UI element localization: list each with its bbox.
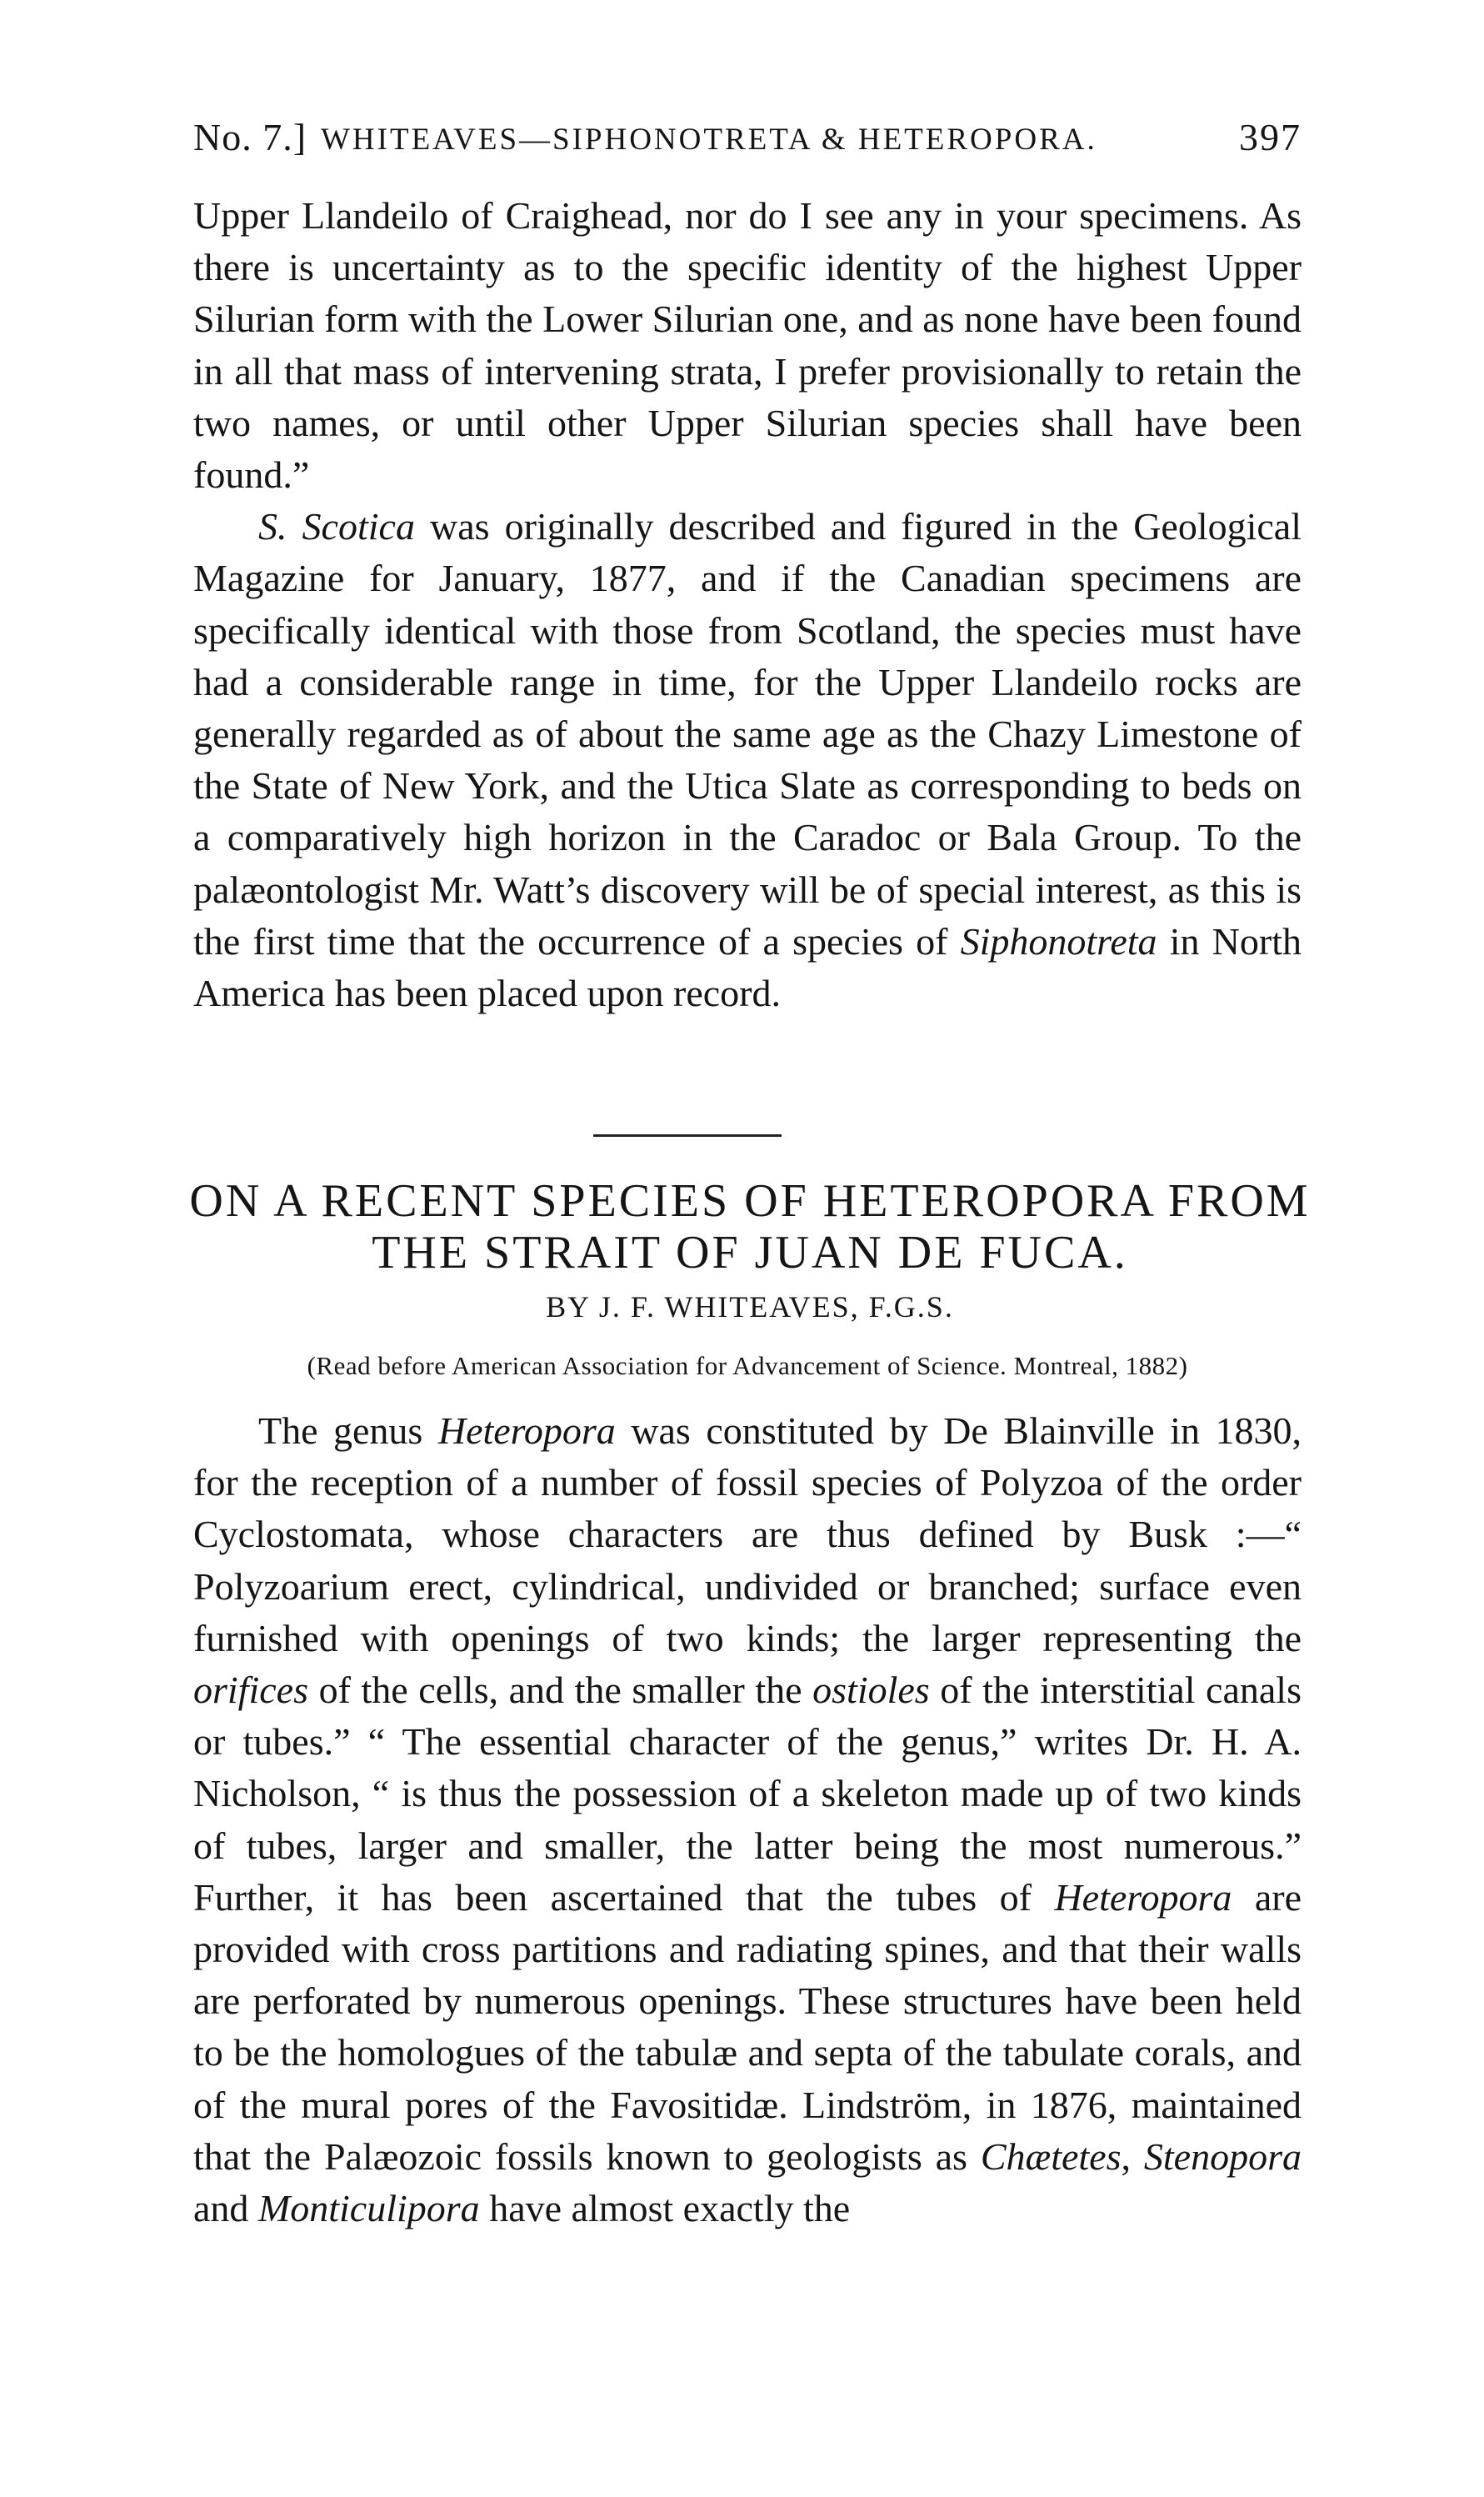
issue-number: No. 7.]	[193, 116, 307, 158]
previous-article-text	[193, 190, 1302, 1019]
section-separator	[593, 1134, 782, 1137]
term: orifices	[193, 1669, 308, 1712]
paragraph: S. Scotica was originally described and figured in the Geological Magazine for January, 1877, and if the Canadian specimens are specifically identical with those from Scotland, the species must have had a considerable range in time, for the Upper Llandeilo rocks are generally regarded as of about the same age as the Chazy Limestone of the State of New York, and the Utica Slate as corresponding to beds on a comparatively high horizon in the Caradoc or Bala Group. To the palæontologist Mr. Watt’s discovery will be of special interest, as this is the first time that the occurrence of a species of Siphonotreta in North America has been placed upon record.	[193, 505, 1302, 1015]
title-line: THE STRAIT OF JUAN DE FUCA.	[372, 1227, 1128, 1279]
genus-name: Chætetes	[980, 2134, 1122, 2178]
paragraph: The genus Heteropora was constituted by De Blainville in 1830, for the reception of a number of fossil species of Polyzoa of the order Cyclostomata, whose characters are thus defined by Busk :—“ Polyzoarium erect, cylindrical, undivided or branched; surface even furnished with openings of two kinds; the larger representing the orifices of the cells, and the smaller the ostioles of the interstitial canals or tubes.” “ The essential character of the genus,” writes Dr. H. A. Nicholson, “ is thus the possession of a skeleton made up of two kinds of tubes, larger and smaller, the latter being the most numerous.” Further, it has been ascertained that the tubes of Heteropora are provided with cross partitions and radiating spines, and that their walls are perforated by numerous openings. These structures have been held to be the homologues of the tabulæ and septa of the tabulate corals, and of the mural pores of the Favositidæ. Lindström, in 1876, maintained that the Palæozoic fossils known to geologists as Chætetes, Stenopora and Monticulipora have almost exactly the	[193, 1409, 1302, 2230]
paragraph: Upper Llandeilo of Craighead, nor do I see any in your specimens. As there is uncertainty as to the specific identity of the highest Upper Silurian form with the Lower Silurian one, and as none have been found in all that mass of intervening strata, I prefer provisionally to retain the two names, or until other Upper Silurian species shall have been found.”	[193, 194, 1302, 497]
author-byline: BY J. F. WHITEAVES, F.G.S.	[546, 1290, 954, 1324]
genus-name: Heteropora	[437, 1409, 616, 1452]
title-line: ON A RECENT SPECIES OF HETEROPORA FROM	[189, 1175, 1311, 1227]
genus-name: Stenopora	[1143, 2134, 1302, 2178]
genus-name: Siphonotreta	[960, 919, 1157, 963]
running-header	[193, 115, 1302, 173]
page-number: 397	[1239, 116, 1302, 158]
term: ostioles	[812, 1669, 930, 1712]
article-body	[193, 1405, 1302, 2234]
running-title: WHITEAVES—SIPHONOTRETA & HETEROPORA.	[321, 123, 1097, 157]
genus-name: Heteropora	[1054, 1875, 1232, 1919]
article-title	[150, 1175, 1350, 1279]
species-name: S. Scotica	[258, 505, 415, 548]
genus-name: Monticulipora	[257, 2187, 480, 2230]
read-note: (Read before American Association for Advancement of Science. Montreal, 1882)	[307, 1351, 1188, 1380]
